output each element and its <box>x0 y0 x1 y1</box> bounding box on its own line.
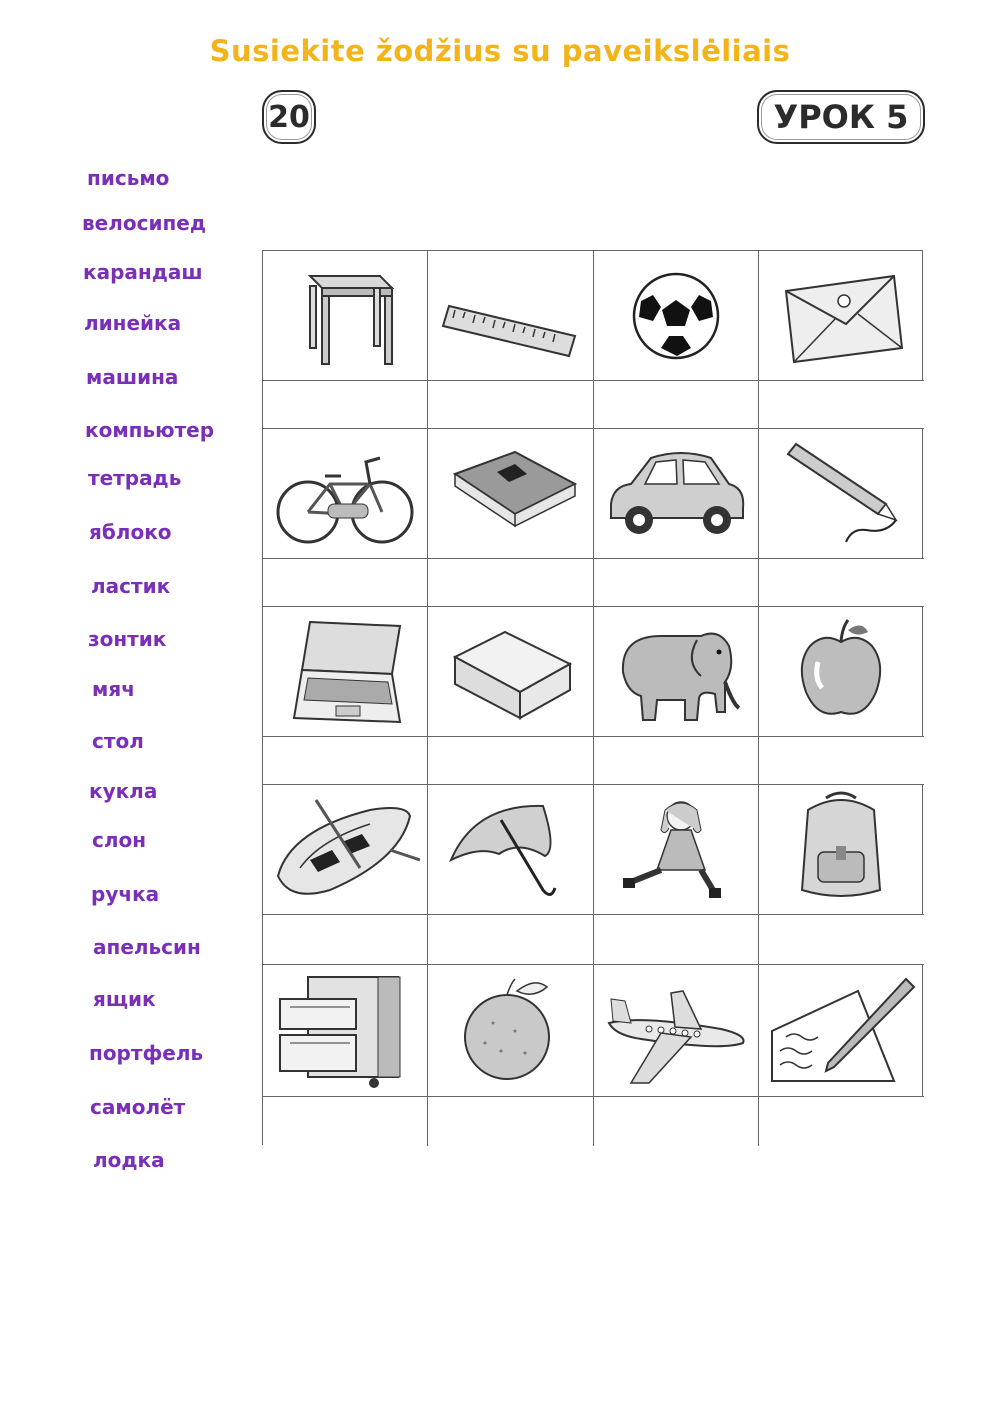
picture-grid <box>262 250 923 1145</box>
doll-icon <box>601 790 751 910</box>
answer-drop-zone[interactable] <box>759 737 924 785</box>
ruler-icon <box>435 256 585 376</box>
word-item[interactable]: портфель <box>89 1041 204 1065</box>
word-item[interactable]: линейка <box>84 311 182 335</box>
answer-drop-zone[interactable] <box>594 915 759 965</box>
picture-cell <box>263 607 428 737</box>
airplane-icon <box>601 971 751 1091</box>
answer-drop-zone[interactable] <box>594 737 759 785</box>
table-icon <box>270 256 420 376</box>
picture-cell <box>759 429 924 559</box>
notebook-icon <box>435 434 585 554</box>
word-item[interactable]: велосипед <box>82 211 207 235</box>
picture-cell <box>263 965 428 1097</box>
picture-cell <box>594 965 759 1097</box>
umbrella-icon <box>435 790 585 910</box>
pen-icon <box>766 971 916 1091</box>
picture-cell <box>428 607 593 737</box>
answer-drop-zone[interactable] <box>594 559 759 607</box>
word-item[interactable]: машина <box>86 365 179 389</box>
picture-cell <box>759 785 924 915</box>
pencil-icon <box>766 434 916 554</box>
word-item[interactable]: письмо <box>87 166 170 190</box>
word-item[interactable]: зонтик <box>88 627 167 651</box>
word-item[interactable]: лодка <box>93 1148 165 1172</box>
answer-drop-zone[interactable] <box>594 1097 759 1146</box>
word-item[interactable]: компьютер <box>85 418 215 442</box>
word-item[interactable]: самолёт <box>90 1095 186 1119</box>
elephant-icon <box>601 612 751 732</box>
answer-drop-zone[interactable] <box>428 559 593 607</box>
answer-drop-zone[interactable] <box>428 381 593 429</box>
laptop-icon <box>270 612 420 732</box>
word-item[interactable]: яблоко <box>89 520 172 544</box>
answer-drop-zone[interactable] <box>759 559 924 607</box>
picture-cell <box>428 429 593 559</box>
orange-icon <box>435 971 585 1091</box>
lesson-label: УРОК 5 <box>757 90 925 144</box>
answer-drop-zone[interactable] <box>759 1097 924 1146</box>
picture-cell <box>263 251 428 381</box>
page-number: 20 <box>262 90 316 144</box>
picture-cell <box>263 785 428 915</box>
picture-cell <box>759 607 924 737</box>
picture-cell <box>428 965 593 1097</box>
answer-drop-zone[interactable] <box>263 915 428 965</box>
envelope-icon <box>766 256 916 376</box>
eraser-icon <box>435 612 585 732</box>
answer-drop-zone[interactable] <box>428 737 593 785</box>
answer-drop-zone[interactable] <box>594 381 759 429</box>
word-item[interactable]: ластик <box>91 574 171 598</box>
word-item[interactable]: карандаш <box>83 260 203 284</box>
drawer-icon <box>270 971 420 1091</box>
answer-drop-zone[interactable] <box>759 381 924 429</box>
answer-drop-zone[interactable] <box>263 559 428 607</box>
word-item[interactable]: слон <box>92 828 147 852</box>
answer-drop-zone[interactable] <box>759 915 924 965</box>
ball-icon <box>601 256 751 376</box>
answer-drop-zone[interactable] <box>263 381 428 429</box>
picture-cell <box>594 251 759 381</box>
word-item[interactable]: кукла <box>89 779 158 803</box>
answer-drop-zone[interactable] <box>428 1097 593 1146</box>
answer-drop-zone[interactable] <box>263 737 428 785</box>
picture-cell <box>594 429 759 559</box>
word-item[interactable]: тетрадь <box>88 466 182 490</box>
word-item[interactable]: апельсин <box>93 935 201 959</box>
apple-icon <box>766 612 916 732</box>
picture-cell <box>428 785 593 915</box>
bicycle-icon <box>270 434 420 554</box>
word-item[interactable]: мяч <box>92 677 135 701</box>
picture-cell <box>263 429 428 559</box>
picture-cell <box>428 251 593 381</box>
picture-cell <box>594 785 759 915</box>
backpack-icon <box>766 790 916 910</box>
worksheet-title: Susiekite žodžius su paveikslėliais <box>209 34 791 68</box>
answer-drop-zone[interactable] <box>263 1097 428 1146</box>
picture-cell <box>759 251 924 381</box>
word-item[interactable]: ручка <box>91 882 160 906</box>
picture-cell <box>594 607 759 737</box>
car-icon <box>601 434 751 554</box>
word-item[interactable]: ящик <box>93 987 156 1011</box>
picture-cell <box>759 965 924 1097</box>
boat-icon <box>270 790 420 910</box>
word-item[interactable]: стол <box>92 729 144 753</box>
answer-drop-zone[interactable] <box>428 915 593 965</box>
